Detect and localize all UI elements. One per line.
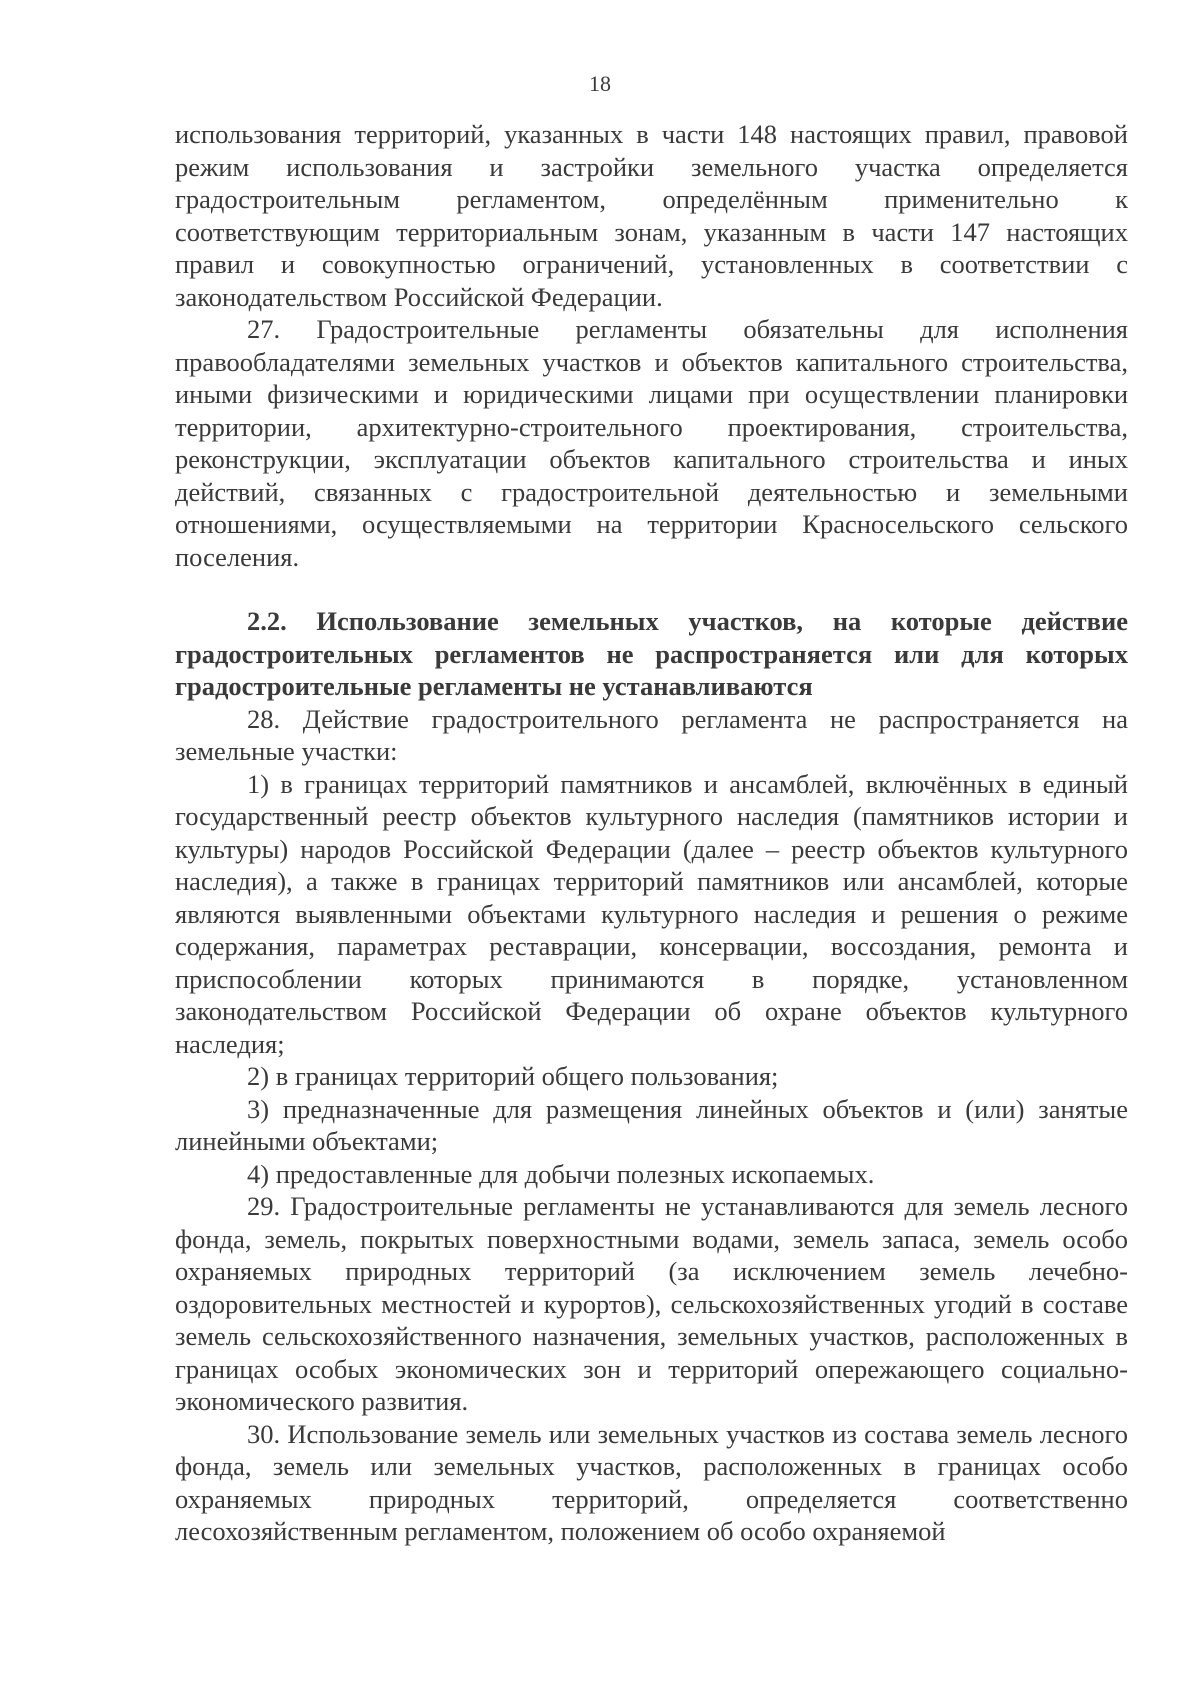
- paragraph-30: 30. Использование земель или земельных участков из состава земель лесного фонда, земель или земельных участков, расположенных в границах особо охраняемых природных территорий, определяется соответственно лесохозяйственным регламентом, положением об особо охраняемой: [175, 1418, 1128, 1546]
- document-body: [175, 118, 1128, 1548]
- paragraph-28-item-1: 1) в границах территорий памятников и ансамблей, включённых в единый государственный реестр объектов культурного наследия (памятников истории и культуры) народов Российской Федерации (далее – реестр объектов культурного наследия), а также в границах территорий памятников или ансамблей, которые являются выявленными объектами культурного наследия и решения о режиме содержания, параметрах реставрации, консервации, воссоздания, ремонта и приспособлении которых принимаются в порядке, установленном законодательством Российской Федерации об охране объектов культурного наследия;: [175, 768, 1128, 1059]
- paragraph-27: 27. Градостроительные регламенты обязательны для исполнения правообладателями земельных участков и объектов капитального строительства, иными физическими и юридическими лицами при осуществлении планировки территории, архитектурно-строительного проектирования, строительства, реконструкции, эксплуатации объектов капитального строительства и иных действий, связанных с градостроительной деятельностью и земельными отношениями, осуществляемыми на территории Красносельского сельского поселения.: [175, 314, 1128, 572]
- section-heading-2-2: 2.2. Использование земельных участков, на которые действие градостроительных регламентов не распространяется или для которых градостроительные регламенты не устанавливаются: [175, 606, 1128, 701]
- paragraph-28-item-2: 2) в границах территорий общего пользования;: [247, 1061, 779, 1091]
- paragraph-28-item-3: 3) предназначенные для размещения линейных объектов и (или) занятые линейными объектами;: [175, 1093, 1128, 1156]
- page-number: 18: [589, 71, 611, 96]
- paragraph-29: 29. Градостроительные регламенты не устанавливаются для земель лесного фонда, земель, покрытых поверхностными водами, земель запаса, земель особо охраняемых природных территорий (за исключением земель лечебно-оздоровительных местностей и курортов), сельскохозяйственных угодий в составе земель сельскохозяйственного назначения, земельных участков, расположенных в границах особых экономических зон и территорий опережающего социально-экономического развития.: [175, 1191, 1128, 1416]
- paragraph-continued: использования территорий, указанных в части 148 настоящих правил, правовой режим использования и застройки земельного участка определяется градостроительным регламентом, определённым применительно к соответствующим территориальным зонам, указанным в части 147 настоящих правил и совокупностью ограничений, установленных в соответствии с законодательством Российской Федерации.: [175, 119, 1128, 312]
- paragraph-28: 28. Действие градостроительного регламента не распространяется на земельные участки:: [175, 703, 1128, 766]
- paragraph-28-item-4: 4) предоставленные для добычи полезных ископаемых.: [247, 1158, 875, 1189]
